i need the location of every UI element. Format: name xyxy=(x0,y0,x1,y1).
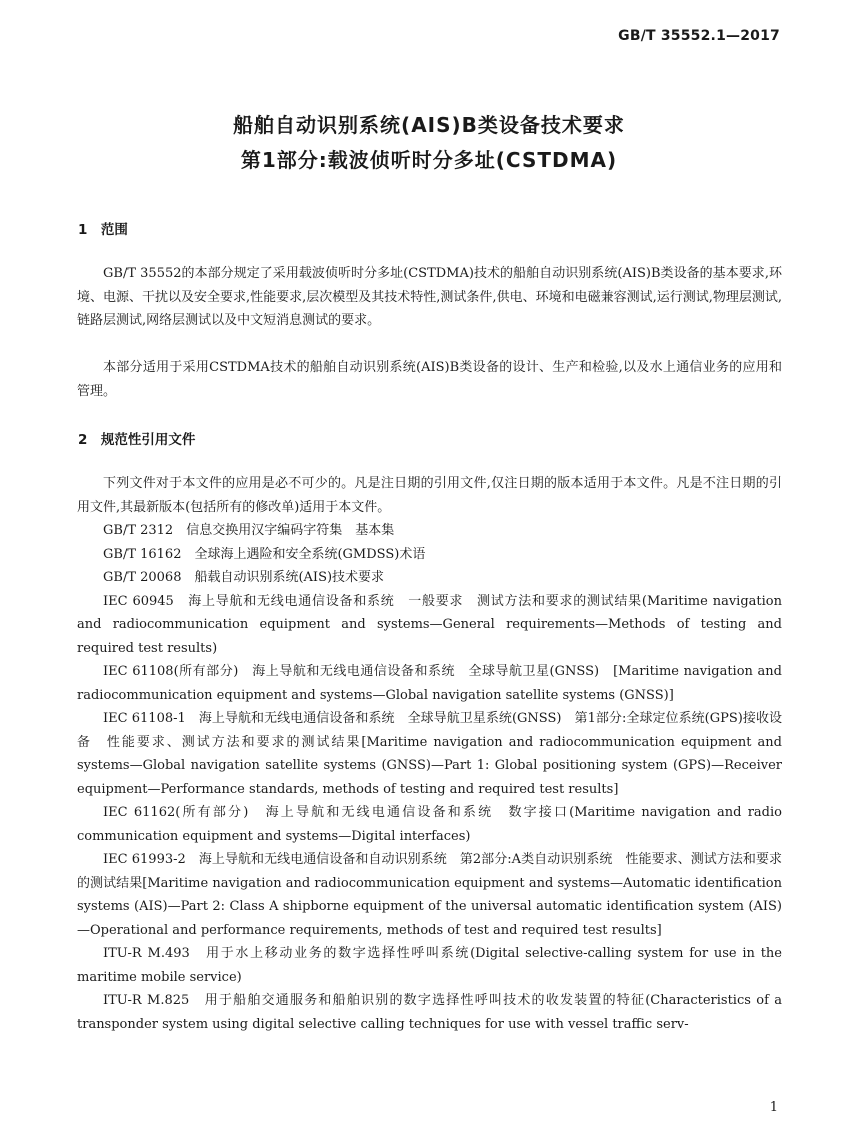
reference-item: GB/T 2312 信息交换用汉字编码字符集 基本集 xyxy=(103,523,395,538)
section-1-heading: 1 范围 xyxy=(78,222,128,238)
section-2-heading: 2 规范性引用文件 xyxy=(78,432,196,448)
reference-item: IEC 61108-1 海上导航和无线电通信设备和系统 全球导航卫星系统(GNSS) 第1部分:全球定位系统(GPS)接收设备 性能要求、测试方法和要求的测试结果[Maritime navigation and radiocommunication equipment and systems—Global navigation satellite systems (GNSS)—Part 1: Global positioning system (GPS)—Receiver equipment—Performance standards, methods of testing and required test results] xyxy=(77,711,782,797)
reference-item: IEC 61108(所有部分) 海上导航和无线电通信设备和系统 全球导航卫星(GNSS) [Maritime navigation and radiocommunication equipment and systems—Global navigation satellite systems (GNSS)] xyxy=(77,664,782,703)
reference-item: ITU-R M.825 用于船舶交通服务和船舶识别的数字选择性呼叫技术的收发装置的特征(Characteristics of a transponder system using digital selective calling techniques for use with vessel traffic serv- xyxy=(77,993,782,1032)
section-1-paragraph-1: GB/T 35552的本部分规定了采用载波侦听时分多址(CSTDMA)技术的船舶自动识别系统(AIS)B类设备的基本要求,环境、电源、干扰以及安全要求,性能要求,层次模型及其技术特性,测试条件,供电、环境和电磁兼容测试,运行测试,物理层测试,链路层测试,网络层测试以及中文短消息测试的要求。 xyxy=(77,266,782,328)
reference-item: IEC 61162(所有部分) 海上导航和无线电通信设备和系统 数字接口(Maritime navigation and radio communication equipment and systems—Digital interfaces) xyxy=(77,805,782,844)
standard-number: GB/T 35552.1—2017 xyxy=(618,28,780,44)
section-2-intro: 下列文件对于本文件的应用是必不可少的。凡是注日期的引用文件,仅注日期的版本适用于本文件。凡是不注日期的引用文件,其最新版本(包括所有的修改单)适用于本文件。 xyxy=(77,476,782,515)
reference-item: GB/T 20068 船载自动识别系统(AIS)技术要求 xyxy=(103,570,385,585)
section-1-paragraph-2: 本部分适用于采用CSTDMA技术的船舶自动识别系统(AIS)B类设备的设计、生产和检验,以及水上通信业务的应用和管理。 xyxy=(77,360,782,399)
reference-list xyxy=(77,472,782,1036)
document-title-line1: 船舶自动识别系统(AIS)B类设备技术要求 xyxy=(233,113,625,137)
reference-item: IEC 61993-2 海上导航和无线电通信设备和自动识别系统 第2部分:A类自动识别系统 性能要求、测试方法和要求的测试结果[Maritime navigation and radiocommunication equipment and systems—Automatic identification systems (AIS)—Part 2: Class A shipborne equipment of the universal automatic identification system (AIS)—Operational and performance requirements, methods of test and required test results] xyxy=(77,852,782,938)
reference-item: GB/T 16162 全球海上遇险和安全系统(GMDSS)术语 xyxy=(103,546,426,562)
reference-item: ITU-R M.493 用于水上移动业务的数字选择性呼叫系统(Digital selective-calling system for use in the maritime mobile service) xyxy=(77,946,782,985)
document-title-line2: 第1部分:载波侦听时分多址(CSTDMA) xyxy=(240,148,618,172)
reference-item: IEC 60945 海上导航和无线电通信设备和系统 一般要求 测试方法和要求的测试结果(Maritime navigation and radiocommunication equipment and systems—General requirements—Methods of testing and required test results) xyxy=(77,593,782,656)
page-number: 1 xyxy=(769,1100,778,1115)
